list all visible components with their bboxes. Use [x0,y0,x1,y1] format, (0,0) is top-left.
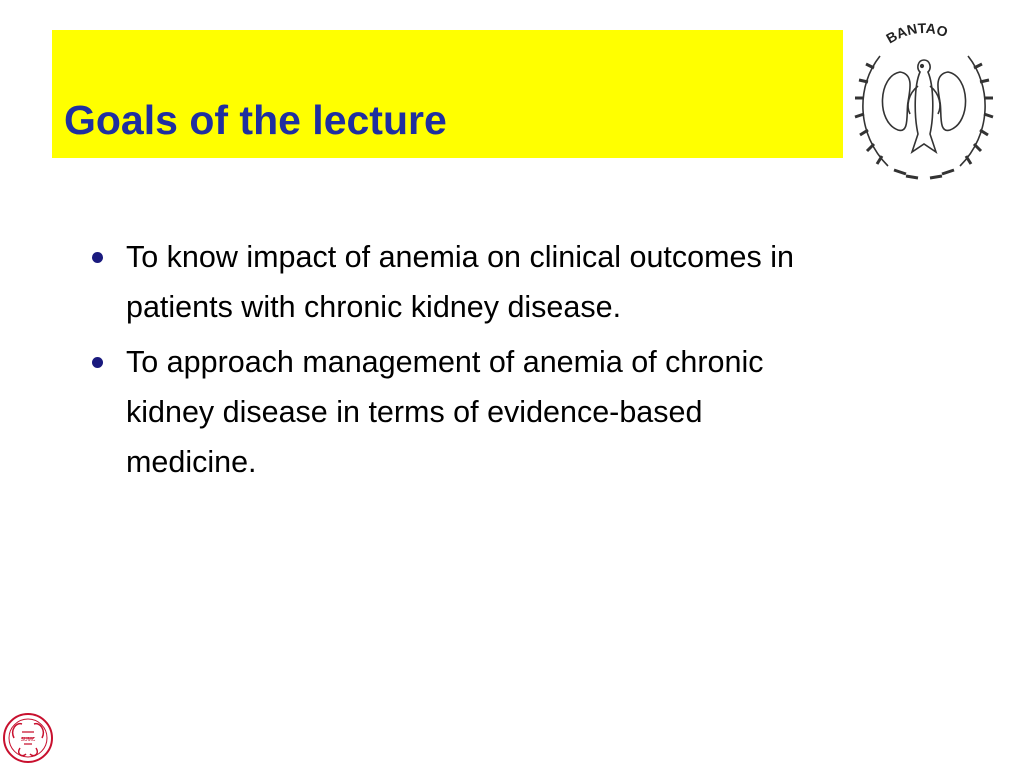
bullet-text: To approach management of anemia of chronic kidney disease in terms of evidence-based medicine. [126,345,764,479]
svg-text:BANTAO: BANTAO [883,19,950,47]
bullet-item [86,232,816,332]
title-bar [52,30,843,158]
bullet-text: To know impact of anemia on clinical outcomes in patients with chronic kidney disease. [126,240,794,324]
slide-title: Goals of the lecture [64,97,447,143]
svg-text:SUMC: SUMC [20,737,36,743]
bullet-dot-icon [92,252,103,263]
university-seal-icon [2,712,54,764]
bantao-logo [844,16,1004,188]
bullet-list [86,232,816,492]
bullet-item [86,337,816,487]
bullet-dot-icon [92,357,103,368]
